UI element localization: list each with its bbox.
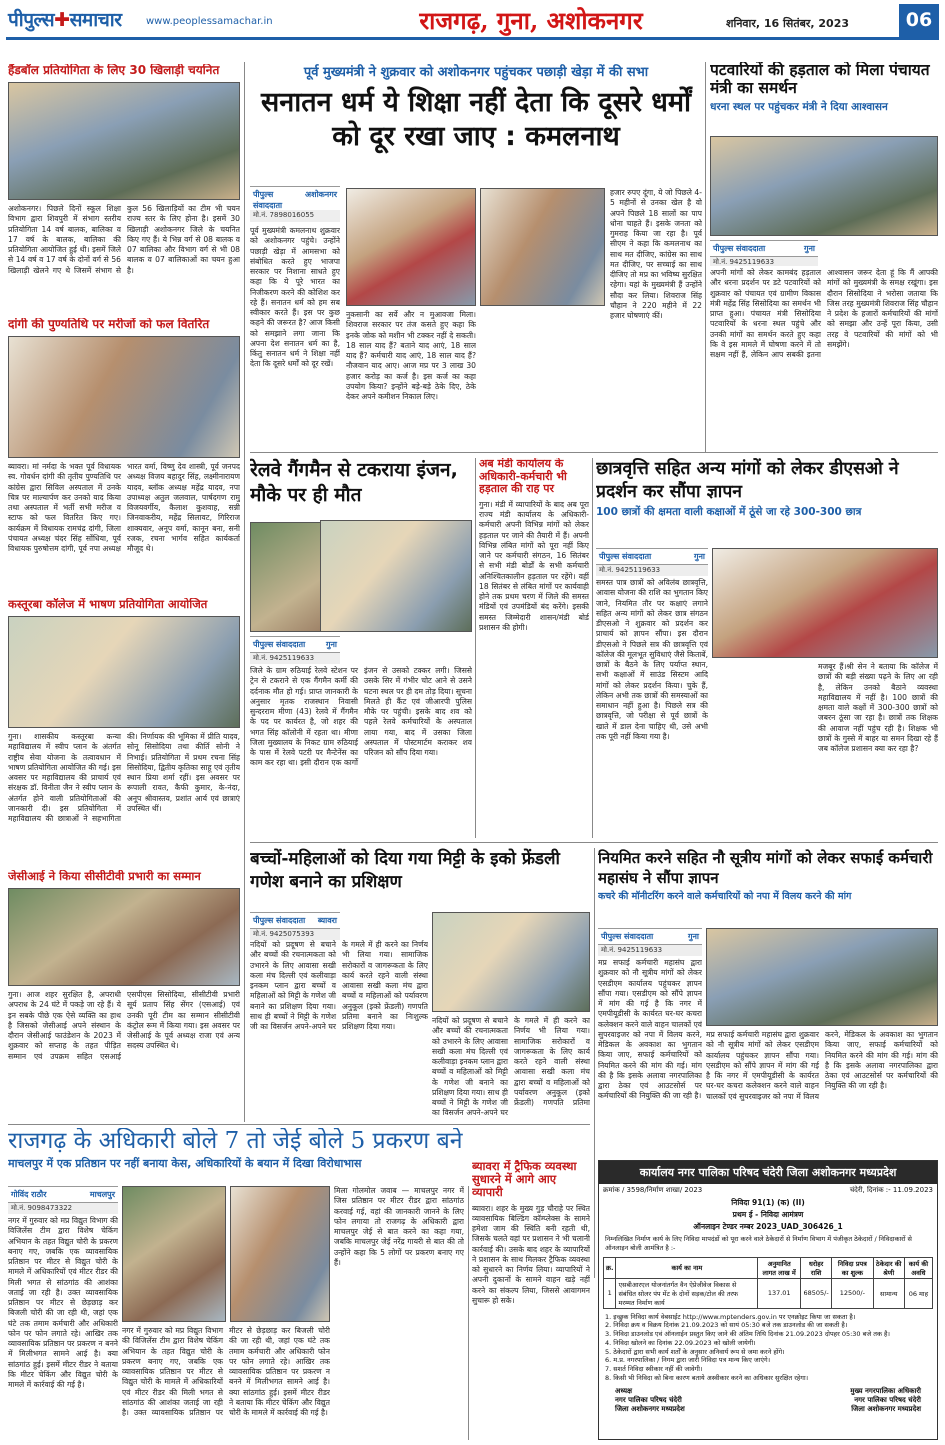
article-dangi [8, 318, 240, 588]
logo-text-main: पीपुल्स [8, 9, 55, 31]
tender-notes [599, 1311, 937, 1385]
tender-note: 5. ठेकेदारों द्वारा सभी कार्य शर्तों के अनुसार अनिवार्य रूप से जमा करने होंगे। [605, 1347, 785, 1356]
railway-byline-box [250, 636, 340, 664]
article-body-3: मिला गोलमोल जवाब — माचलपुर नगर में जिस प्रतिष्ठान पर मीटर रीडर द्वारा सांठगांठ करवाई गई, वहां की जानकारी जानने के लिए फोन लगाया तो राजगढ़ के अधिकारी द्वारा माचलपुर जेई से बात करने का कहा गया, जबकि माचलपुर जेई नरेंद्र गायरी से बात की तो उन्होंने कहा कि 5 लोगों पर प्रकरण बनाए गए हैं। [334, 1186, 464, 1267]
kamalnath-byline-box [250, 186, 340, 210]
tender-cell-time: 06 माह [904, 1278, 932, 1308]
tender-note: 4. निविदा खोलने का दिनांक 22.09.2023 को खोली जायेगी। [605, 1338, 756, 1347]
byline-reporter: पीपुल्स संवाददाता [713, 244, 766, 253]
photo-railway-crowd [320, 520, 472, 632]
article-body: नदियों को प्रदूषण से बचाने और बच्चों की रचनात्मकता को उभारने के लिए आवासा सखी कला मंच दिल्ली एवं कलीवाड़ा इनकम प्लान द्वारा बच्चों व महिलाओं को मिट्टी के गणेश जी बनाने का प्रशिक्षण दिया गया। साथ ही बच्चों ने मिट्टी के गणेश जी का विसर्जन अपने-अपने घर के गमले में ही करने का निर्णय भी लिया गया। सामाजिक सरोकारों व जागरूकता के लिए कार्य करते रहने वाली संस्था आवासा सखी कला मंच द्वारा बच्चों व महिलाओं को पर्यावरण अनुकूल (इको फ्रेंडली) गणपति प्रतिमा बनाने का निःशुल्क प्रशिक्षण दिया गया। [250, 940, 428, 1031]
article-body: अपनी मांगों को लेकर कामबंद हड़ताल और धरना प्रदर्शन पर डटे पटवारियों को शुक्रवार को पंचायत एवं ग्रामीण विकास मंत्री महेंद्र सिंह सिसोदिया का समर्थन भी प्राप्त हुआ। पंचायत मंत्री सिसोदिया पटवारियों के धरना स्थल पहुंचे और उनकी मांगों का समर्थन करते हुए कहा कि वे इस मामले में घोषणा करने में तो सक्षम नहीं हैं, लेकिन आप सबकी इतना आश्वासन जरूर देता हूं कि मैं आपकी मांगों को मुख्यमंत्री के समक्ष रखूंगा। इस दौरान सिसोदिया ने भरोसा जताया कि जिस तरह मुख्यमंत्री शिवराज सिंह चौहान ने प्रदेश के हजारों कर्मचारियों की मांगों को समझा और उन्हें पूरा किया, उसी तरह वे पटवारियों की मांगों को भी समझेंगे। [710, 268, 938, 359]
article-body: गुना। शासकीय कस्तूरबा कन्या महाविद्यालय में स्वीप प्लान के अंतर्गत राष्ट्रीय सेवा योजना के तत्वावधान में भाषण प्रतियोगिता आयोजित की गई। इस अवसर पर महाविद्यालय की प्राचार्य एवं संरक्षक डॉ. विनीता जैन ने स्वीप प्लान के अंतर्गत होने वाली प्रतियोगिताओं की जानकारी दी। इस प्रतियोगिता में महाविद्यालय की छात्राओं ने सहभागिता की। निर्णायक की भूमिका में प्रीति यादव, सोनू सिसोदिया तथा कीर्ति सोनी ने निभाई। प्रतियोगिता में प्रथम रचना सिंह सिसोदिया, द्वितीय कृतिका साहू एवं तृतीय स्थान प्रिया शर्मा रहीं। इस अवसर पर रूपाली रावत, कैफी कुमार, के-नंदा, अनूप श्रीवास्तव, प्रशांत आर्य एवं छात्राएं उपस्थित थीं। [8, 732, 240, 823]
tender-ref-date: चंदेरी, दिनांक :- 11.09.2023 [849, 1186, 933, 1194]
reporter-mobile: मो.नं. 9425075393 [250, 929, 340, 940]
sign-title: अध्यक्ष [615, 1386, 633, 1395]
newspaper-logo[interactable] [8, 6, 121, 32]
article-headline: रेलवे गैंगमैन से टकराया इंजन, मौके पर ही मौत [250, 459, 458, 506]
safai-byline-box [598, 928, 702, 956]
article-byawara [472, 1160, 590, 1440]
article-subheadline: 100 छात्रों की क्षमता वाली कक्षाओं में ठूंसे जा रहे 300-300 छात्र [596, 505, 862, 518]
tender-col-fee: निविदा प्रपत्र का शुल्क [832, 1257, 873, 1278]
byline [250, 636, 340, 653]
article-body: गुना। मंडी में व्यापारियों के बाद अब पूरा राज्य मंडी कार्यालय के अधिकारी-कर्मचारी अपनी विभिन्न मांगों को लेकर हड़ताल पर जाने की तैयारी में हैं। अपनी विभिन्न लंबित मांगों को पूरा नहीं किए जाने पर कर्मचारी संगठन, 16 सितंबर से सभी मंडी बोर्डों के सभी कर्मचारी अनिश्चितकालीन हड़ताल पर रहेंगे। वहीं 18 सितंबर से लंबित मांगों पर कार्यवाही होने तक प्रथम चरण में जिले की समस्त मंडियों एवं उपमंडियों बंद करेंगे। इसकी समस्त जिम्मेदारी शासन/मंडी बोर्ड प्रशासन की होगी। [479, 499, 589, 632]
article-headline: दांगी की पुण्यतिथि पर मरीजों को फल वितरित [8, 318, 210, 331]
article-headline: बच्चों-महिलाओं को दिया गया मिट्टी के इको फ्रेंडली गणेश बनाने का प्रशिक्षण [250, 849, 560, 892]
issue-date: शनिवार, 16 सितंबर, 2023 [726, 17, 850, 30]
byline-reporter: पीपुल्स संवाददाता [253, 190, 283, 210]
rajgarh-byline-box [8, 1186, 118, 1214]
byline-reporter: पीपुल्स संवाददाता [253, 640, 306, 649]
sign-org: नगर पालिका परिषद चंदेरी [615, 1395, 682, 1404]
tender-cell-cost: 137.01 [758, 1278, 801, 1308]
article-body: अशोकनगर। पिछले दिनों स्कूल शिक्षा विभाग द्वारा शिवपुरी में संभाग स्तरीय प्रतियोगिता 14 वर्ष बालक, बालिका व 17 वर्ष के बालक, बालिका की प्रतियोगिता आयोजित हुई थी। इसमें जिले से 14 वर्ष व 17 वर्ष के दोनों वर्ग से 56 खिलाड़ी खेलने गए थे जिसमें संभाग से कुल 56 खिलाड़ियों का टीम भी चयन राज्य स्तर के लिए होना है। इसमें 30 खिलाड़ी अशोकनगर जिले के चयनित किए गए हैं। ये भिन्न वर्ग से 08 बालक व 07 बालिका और विभाग वर्ग से भी 08 बालक व 07 बालिकाओं का चयन हुआ है। [8, 204, 240, 275]
article-headline: सनातन धर्म ये शिक्षा नहीं देता कि दूसरे धर्मों को दूर रखा जाए : कमलनाथ [260, 87, 692, 152]
photo-jci-felicitation [8, 888, 240, 986]
article-headline: जेसीआई ने किया सीसीटीवी प्रभारी का सम्मान [8, 870, 201, 883]
byline-place: अशोकनगर [305, 190, 337, 199]
column-divider [475, 458, 476, 838]
article-body-2: नदियों को प्रदूषण से बचाने और बच्चों की रचनात्मकता को उभारने के लिए आवासा सखी कला मंच दिल्ली एवं कलीवाड़ा इनकम प्लान द्वारा बच्चों व महिलाओं को मिट्टी के गणेश जी बनाने का प्रशिक्षण दिया गया। साथ ही बच्चों ने मिट्टी के गणेश जी का विसर्जन अपने-अपने घर के गमले में ही करने का निर्णय भी लिया गया। सामाजिक सरोकारों व जागरूकता के लिए कार्य करते रहने वाली संस्था आवासा सखी कला मंच द्वारा बच्चों व महिलाओं को पर्यावरण अनुकूल (इको फ्रेंडली) गणपति प्रतिमा [432, 1016, 590, 1118]
article-body: जिले के ग्राम रुठियाई रेलवे स्टेशन पर ट्रेन से टकराने से एक गैंगमैन कर्मी की दर्दनाक मौत हो गई। प्राप्त जानकारी के अनुसार मृतक राजस्थान निवासी सुन्दरराम मीणा (43) रेलवे में गैंगमैन के पद पर कार्यरत है, जो शहर की भगत सिंह कॉलोनी में रहता था। मीणा जिला मुख्यालय के निकट ग्राम रुठियाई के पास में रेलवे पटरी पर मैन्टेनेंस का काम कर रहा था। इसी दौरान एक कार्गो इंजन से उसको टक्कर लगी। जिससे उसके सिर में गंभीर चोट आने से उसने घटना स्थल पर ही दम तोड़ दिया। सूचना मिलते ही कैंट एवं जीआरपी पुलिस मौके पर पहुंची। इसके बाद शव को पहले रेलवे कर्मचारियों के अस्पताल लाया गया, बाद में उसका जिला अस्पताल में पोस्टमार्टम कराकर शव परिजन को सौंप दिया गया। [250, 666, 472, 768]
tender-table [603, 1257, 933, 1309]
article-headline: नियमित करने सहित नौ सूत्रीय मांगों को लेकर सफाई कर्मचारी महासंघ ने सौंपा ज्ञापन [598, 849, 933, 888]
tender-note: 6. म.प्र. नगरपालिका / निगम द्वारा जारी निविदा पत्र मान्य किए जाएंगे। [605, 1356, 771, 1365]
tender-col-no: क्र. [604, 1257, 616, 1278]
article-body-col2: नुकसानी का सर्वे और न मुआवजा मिला। शिवराज सरकार पर तंज कसते हुए कहा कि इनके जोक को मशीन भी टक्कर नहीं दे सकती। 18 साल याद हैं? बताने याद आएं, 18 साल याद हैं? कर्मचारी याद आएं, 18 साल याद हैं? नौजवान याद आए। आज मप्र पर 3 लाख 30 हजार करोड़ का कर्ज है। इस कर्ज का कहा उपयोग किया? इन्होंने बड़े-बड़े ठेके दिए, ठेके देकर अपने कमीशन निकाल लिए। [346, 310, 476, 401]
tender-cell-class: सामान्य [873, 1278, 904, 1308]
tender-title-2: प्रथम ई - निविदा आमंत्रण [732, 1210, 804, 1219]
tender-reference [599, 1184, 937, 1197]
article-headline: अब मंडी कार्यालय के अधिकारी-कर्मचारी भी हड़ताल की राह पर [479, 458, 567, 496]
byline [250, 186, 340, 210]
article-headline: पटवारियों की हड़ताल को मिला पंचायत मंत्री का समर्थन [710, 62, 930, 97]
photo-meter-check [230, 1186, 330, 1322]
website-url[interactable]: www.peoplessamachar.in [146, 16, 273, 27]
tender-cell-no: 1 [604, 1278, 616, 1308]
article-body: नगर में गुरुवार को मप्र विद्युत विभाग की विजिलेंस टीम द्वारा विशेष चेकिंग अभियान के तहत विद्युत चोरी के प्रकरण बनाए गए, जबकि एक व्यावसायिक प्रतिष्ठान पर मीटर से विद्युत चोरी के मामले में अधिकारियों एवं मीटर रीडर की मिली भगत से सांठगांठ की आशंका जताई जा रही है। उक्त व्यावसायिक प्रतिष्ठान पर मीटर से छेड़छाड़ कर बिजली चोरी की जा रही थी, जहां एक घंटे तक तमाम कर्मचारी और अधिकारी फोन पर फोन लगाते रहे। आखिर तक व्यावसायिक प्रतिष्ठान पर प्रकरण न बनने में मिलीभगत सामने आई है। क्या सांठगांठ हुई। इसमें मीटर रीडर ने बताया कि मीटर चेकिंग और विद्युत चोरी के मामले में कार्रवाई की गई है। [8, 1216, 118, 1389]
tender-note: 3. निविदा डाउनलोड एवं ऑनलाईन प्रस्तुत किए जाने की अंतिम तिथि दिनांक 21.09.2023 दोपहर 05:30 बजे तक है। [605, 1330, 890, 1339]
column-divider [244, 62, 245, 1122]
tender-sign-left [607, 1385, 693, 1416]
reporter-mobile: मो.नं. 9425119633 [250, 653, 340, 664]
sign-district: जिला अशोकनगर मध्यप्रदेश [851, 1404, 921, 1413]
article-headline: कस्तूरबा कॉलेज में भाषण प्रतियोगिता आयोजित [8, 598, 208, 611]
article-body-2: नगर में गुरुवार को मप्र विद्युत विभाग की विजिलेंस टीम द्वारा विशेष चेकिंग अभियान के तहत विद्युत चोरी के प्रकरण बनाए गए, जबकि एक व्यावसायिक प्रतिष्ठान पर मीटर से विद्युत चोरी के मामले में अधिकारियों एवं मीटर रीडर की मिली भगत से सांठगांठ की आशंका जताई जा रही है। उक्त व्यावसायिक प्रतिष्ठान पर मीटर से छेड़छाड़ कर बिजली चोरी की जा रही थी, जहां एक घंटे तक तमाम कर्मचारी और अधिकारी फोन पर फोन लगाते रहे। आखिर तक व्यावसायिक प्रतिष्ठान पर प्रकरण न बनने में मिलीभगत सामने आई है। क्या सांठगांठ हुई। इसमें मीटर रीडर ने बताया कि मीटर चेकिंग और विद्युत चोरी के मामले में कार्रवाई की गई है। [122, 1326, 330, 1417]
article-body-2: मप्र सफाई कर्मचारी महासंघ द्वारा शुक्रवार को नौ सूत्रीय मांगों को लेकर एसडीएम कार्यालय पहुंचकर ज्ञापन सौंपा गया। एसडीएम को सौंपे ज्ञापन में मांग की गई है कि नगर में एमपीयूडीसी के कार्यरत घर-घर कचरा कलेक्शन करने वाले वाहन चालकों एवं सुपरवाइजर को नपा में विलय करने, मेडिकल के अवकाश का भुगतान किया जाए, सफाई कर्मचारियों को नियमित करने की मांग की गई। मांग की है कि इसके अलावा नगरपालिका द्वारा ठेका एवं आउटसोर्स पर कर्मचारियों की नियुक्ति की जा रही है। [706, 1030, 938, 1101]
tender-col-time: कार्य की अवधि [904, 1257, 932, 1278]
sign-org: नगर पालिका परिषद चंदेरी [854, 1395, 921, 1404]
byline-reporter: गोविंद राठौर [11, 1190, 47, 1199]
article-subheadline: धरना स्थल पर पहुंचकर मंत्री ने दिया आश्वासन [710, 100, 888, 113]
tender-sign-right [842, 1385, 929, 1416]
tender-cell-emd: 68505/- [801, 1278, 832, 1308]
tender-col-emd: धरोहर राशि [801, 1257, 832, 1278]
article-headline: राजगढ़ के अधिकारी बोले 7 तो जेई बोले 5 प्रकरण बने [8, 1128, 463, 1154]
byline-place: गुना [687, 932, 699, 941]
article-ganesh-head [250, 848, 590, 914]
byline-reporter: पीपुल्स संवाददाता [599, 552, 652, 561]
byline [250, 912, 340, 929]
article-body: ब्यावरा। शहर के मुख्य गुड़ चौराहे पर स्थित व्यावसायिक बिल्डिंग कॉम्प्लेक्स के सामने हमेशा जाम की स्थिति बनी रहती थी, जिसके चलते वहां पर प्रशासन ने भी चलानी कार्रवाई की। उसके बाद शहर के व्यापारियों ने प्रशासन के साथ मिलकर ट्रैफिक व्यवस्था को सुधारने का निर्णय लिया। व्यापारियों ने अपनी दुकानों के सामने वाहन खड़े नहीं करने का संकल्प लिया, जिससे आवागमन सुचारू हो सके। [472, 1203, 590, 1305]
article-body: मप्र सफाई कर्मचारी महासंघ द्वारा शुक्रवार को नौ सूत्रीय मांगों को लेकर एसडीएम कार्यालय पहुंचकर ज्ञापन सौंपा गया। एसडीएम को सौंपे ज्ञापन में मांग की गई है कि नगर में एमपीयूडीसी के कार्यरत घर-घर कचरा कलेक्शन करने वाले वाहन चालकों एवं सुपरवाइजर को नपा में विलय करने, मेडिकल के अवकाश का भुगतान किया जाए, सफाई कर्मचारियों को नियमित करने की मांग की गई। मांग की है कि इसके अलावा नगरपालिका द्वारा ठेका एवं आउटसोर्स पर कर्मचारियों की नियुक्ति की जा रही है। [598, 958, 702, 1101]
tender-signatures [599, 1385, 937, 1416]
logo-text-end: समाचार [69, 9, 122, 31]
photo-safai-memorandum [706, 928, 938, 1026]
photo-kamalnath-garland [480, 188, 605, 306]
patwari-byline-box [710, 240, 818, 266]
reporter-mobile: मो.नं. 9098473322 [8, 1203, 118, 1214]
photo-kamalnath-rally [346, 188, 476, 306]
article-kamalnath-head [250, 62, 702, 188]
article-kasturba [8, 598, 240, 860]
row-divider [250, 452, 938, 453]
tender-cell-work: एसबीआरएल योजनांतर्गत वैन ऐप्रेजीवेज विकास से संबंधित सोलर पंप मेंट के दोनों सड़क/टोल की तरफ मरम्मत निर्माण कार्य [616, 1278, 758, 1308]
article-body-col1: पूर्व मुख्यमंत्री कमलनाथ शुक्रवार को अशोकनगर पहुंचे। उन्होंने पछाड़ी खेड़ा में आमसभा को संबोधित करते हुए भाजपा सरकार पर निशाना साधते हुए कहा कि ये पूरे भारत का निजीकरण करने की कोशिश कर रहे हैं। सनातन धर्म को हम सब स्वीकार करते हैं। इस पर कुछ कहने की जरूरत है? आज किसी को समझाने लगा जाना कि अपना देश सनातन धर्म का है, किंतु सनातन धर्म ने शिक्षा नहीं देता कि दूसरे धर्मों को दूर रखें। [250, 226, 340, 369]
column-divider [705, 62, 706, 452]
sign-title: मुख्य नगरपालिका अधिकारी [850, 1386, 921, 1395]
article-body-2: मजबूर हैं।श्री सेन ने बताया कि कॉलेज में छात्रों की बड़ी संख्या पढ़ने के लिए आ रही है, लेकिन उनको बैठाने व्यवस्था महाविद्यालय में नहीं है। 100 छात्रों की क्षमता वाले कक्षों में 300-300 छात्रों को जबरन ठूंसा जा रहा है। छात्रों तक शिक्षक की आवाज नहीं पहुंच रही है। शिक्षक भी छात्रों के गुस्से में बाहर या समन दिखा रहे हैं जब कॉलेज प्रशासन क्या कर रहा है? [818, 662, 938, 753]
byline-reporter: पीपुल्स संवाददाता [601, 932, 654, 941]
photo-ganesh-workshop [432, 912, 590, 1012]
tender-col-work: कार्य का नाम [616, 1257, 758, 1278]
byline [596, 548, 708, 565]
article-body: समस्त पात्र छात्रों को अविलंब छात्रवृत्ति, आवास योजना की राशि का भुगतान किए जाने, नियमित तौर पर कक्षाएं लगाने सहित अन्य मांगों को लेकर छात्र संगठन डीएसओ ने शुक्रवार को प्रदर्शन कर प्राचार्य को ज्ञापन सौंपा। इस दौरान डीएसओ ने पिछले सत्र की छात्रवृत्ति एवं कॉलेज की मूलभूत सुविधाएं जैसे किताबें, छात्रों के बैठने के लिए पर्याप्त स्थान, सभी कक्षाओं में साउंड सिस्टम आदि मांगों को लेकर प्रदर्शन किया। चुके हैं, लेकिन अभी तक छात्रों की समस्याओं का समाधान नहीं हुआ है। पिछले सत्र की छात्रवृत्ति, जो परीक्षा से पूर्व छात्रों के खाते में डाल देना चाहिए थी, उसे अभी तक पूरी नहीं किया गया है। [596, 578, 708, 741]
reporter-mobile: मो.नं. 9425119633 [596, 565, 708, 576]
article-jci-body: गुना। आज शहर सुरक्षित है, अपराधी अपराध के 24 घंटे में पकड़े जा रहे हैं। ये इन सबके पीछे एक ऐसे व्यक्ति का हाथ है जिसको जेसीआई अपने संस्थान के दौरान जेसीआई फाउंडेशन के 2023 में शुक्रवार को सप्ताह के तहत पीड़ित सम्मान एवं उपक्रम सहित एसआई एसपीएस सिसोदिया, सीसीटीवी प्रभारी सूर्य प्रताप सिंह सेंगर (एसआई) एवं उनकी पूरी टीम का सम्मान सीसीटीवी कंट्रोल रूम में किया गया। इस अवसर पर जेसीआई के पूर्व अध्यक्ष राजा एवं अन्य सदस्य उपस्थित थे। [8, 990, 240, 1061]
article-headline: ब्यावरा में ट्रैफिक व्यवस्था सुधारने में आगे आए व्यापारी [472, 1160, 577, 1200]
byline [710, 240, 818, 257]
section-title: राजगढ़, गुना, अशोकनगर [419, 6, 643, 35]
tender-ref-number: क्रमांक / 3598/निर्माण शाखा/ 2023 [603, 1186, 703, 1194]
tender-col-cost: अनुमानित लागत लाख में [758, 1257, 801, 1278]
page-number: 06 [899, 4, 939, 37]
column-divider [592, 458, 593, 838]
tender-col-class: ठेकेदार की श्रेणी [873, 1257, 904, 1278]
article-body: ब्यावरा। मां नर्मदा के भक्त पूर्व विधायक स्व. गोवर्धन दांगी की तृतीय पुण्यतिथि पर कांग्रेस द्वारा सिविल अस्पताल में उनके चित्र पर माल्यार्पण कर उनको याद किया तथा अस्पताल में भर्ती सभी मरीज व स्टाफ को फल वितरित किए गए। कार्यक्रम में विधायक रामचंद्र दांगी, जिला पंचायत अध्यक्ष चंदर सिंह सोंधिया, पूर्व विधायक पुरुषोत्तम दांगी, पूर्व नपा अध्यक्ष भारत वर्मा, विष्णु देव शास्त्री, पूर्व जनपद अध्यक्ष विजय बहादुर सिंह, लक्ष्मीनारायण यादव, ब्लॉक अध्यक्ष महेंद्र यादव, नपा उपाध्यक्ष अतुल जलवाल, पार्षदगण रामु विजयवर्गीय, कैलाश कुशवाह, सन्नी जिनवाकरीय, महेंद्र सिलावट, गिरिराज शाक्यवार, अनूप वर्मा, कानून बना, सनी रजक, रचना भार्गव सहित कार्यकर्ता मौजूद थे। [8, 462, 240, 553]
byline-place: ब्यावरा [317, 916, 337, 925]
byline-reporter: पीपुल्स संवाददाता [253, 916, 306, 925]
byline-place: गुना [803, 244, 815, 253]
article-subheadline: माचलपुर में एक प्रतिष्ठान पर नहीं बनाया केस, अधिकारियों के बयान में दिखा विरोधाभास [8, 1157, 362, 1171]
article-mandi [479, 458, 589, 838]
tender-title-1: निविदा 91(1) (क) (II) [731, 1198, 805, 1207]
tender-intro: निम्नलिखित निर्माण कार्य के लिए निविदा मापदंडों को पूरा करने वाले ठेकेदारों से निर्माण विभाग में पंजीकृत ठेकेदारों / निविदाकारों से ऑनलाइन बोली आमंत्रित है :- [605, 1235, 912, 1252]
article-headline: हैंडबॉल प्रतियोगिता के लिए 30 खिलाड़ी चयनित [8, 64, 220, 77]
column-divider [468, 1186, 469, 1440]
tender-notice [598, 1160, 938, 1440]
article-subheadline: कचरे की मॉनीटरिंग करने वाले कर्मचारियों को नपा में विलय करने की मांग [598, 890, 852, 902]
photo-dso-protest [712, 548, 938, 658]
photo-fruit-distribution [8, 336, 240, 458]
sign-district: जिला अशोकनगर मध्यप्रदेश [615, 1404, 685, 1413]
byline-place: माचलपुर [89, 1190, 115, 1199]
byline-place: गुना [693, 552, 705, 561]
article-patwari-head [710, 62, 938, 138]
tender-table-header [604, 1257, 933, 1278]
column-divider [594, 848, 595, 1278]
row-divider [250, 842, 938, 843]
article-headline: छात्रवृत्ति सहित अन्य मांगों को लेकर डीएसओ ने प्रदर्शन कर सौंपा ज्ञापन [596, 459, 899, 502]
tender-title-3: ऑनलाइन टेण्डर नम्बर 2023_UAD_306426_1 [693, 1222, 843, 1231]
ganesh-byline-box [250, 912, 340, 940]
table-row [604, 1278, 933, 1308]
byline-place: गुना [325, 640, 337, 649]
logo-separator-icon: ✚ [54, 9, 70, 31]
article-safai-head [598, 848, 938, 928]
photo-meter-shop [122, 1186, 226, 1322]
article-rajgarh-head [8, 1128, 508, 1184]
tender-note: 2. निविदा क्रय व विक्रय दिनांक 21.09.2023 को सायं 05:30 बजे तक डाउनलोड की जा सकती है। [605, 1321, 848, 1330]
reporter-mobile: मो.नं. 9425119633 [710, 257, 818, 266]
tender-note: 7. सशर्त निविदा स्वीकार नहीं की जावेगी। [605, 1365, 703, 1374]
byline [8, 1186, 118, 1203]
photo-handball-team [8, 82, 240, 200]
byline [598, 928, 702, 945]
tender-header: कार्यालय नगर पालिका परिषद चंदेरी जिला अशोकनगर मध्यप्रदेश [599, 1161, 937, 1184]
photo-speech-competition [8, 616, 240, 728]
row-divider [8, 1124, 590, 1125]
tender-note: 1. इच्छुक निविदा कार्य वेबसाईट http://www.mptenders.gov.in पर एनक्रोइट किया जा सकता है। [605, 1312, 856, 1321]
photo-patwari-strike [710, 136, 938, 236]
tender-note: 8. किसी भी निविदा को बिना कारण बताये अस्वीकार करने का अधिकार सुरक्षित रहेगा। [605, 1373, 809, 1382]
masthead [6, 4, 939, 40]
scholarship-byline-box [596, 548, 708, 576]
article-kicker: पूर्व मुख्यमंत्री ने शुक्रवार को अशोकनगर पहुंचकर पछाड़ी खेड़ा में की सभा [303, 65, 649, 80]
article-body-col3: हजार रुपए दूंगा, ये जो पिछले 4-5 महीनों से उनका खेल है वो अपने पिछले 18 सालों का पाप धोना चाहते हैं। इसके जनता को गुमराह किया जा रहा है। पूर्व सीएम ने कहा कि कमलनाथ का साथ मत दीजिए, कांग्रेस का साथ मत दीजिए, पर सच्चाई का साथ दीजिए तो मप्र का भविष्य सुरक्षित रहेगा। यहां के मुख्यमंत्री हैं उन्होंने सौदा कर लिया। शिवराज सिंह चौहान ने 220 महीने में 22 हजार घोषणाएं कीं। [610, 188, 702, 320]
reporter-mobile: मो.नं. 7898016055 [250, 210, 340, 222]
article-scholarship-head [596, 458, 938, 548]
reporter-mobile: मो.नं. 9425119633 [598, 945, 702, 956]
tender-cell-fee: 12500/- [832, 1278, 873, 1308]
article-railway-head [250, 458, 472, 528]
